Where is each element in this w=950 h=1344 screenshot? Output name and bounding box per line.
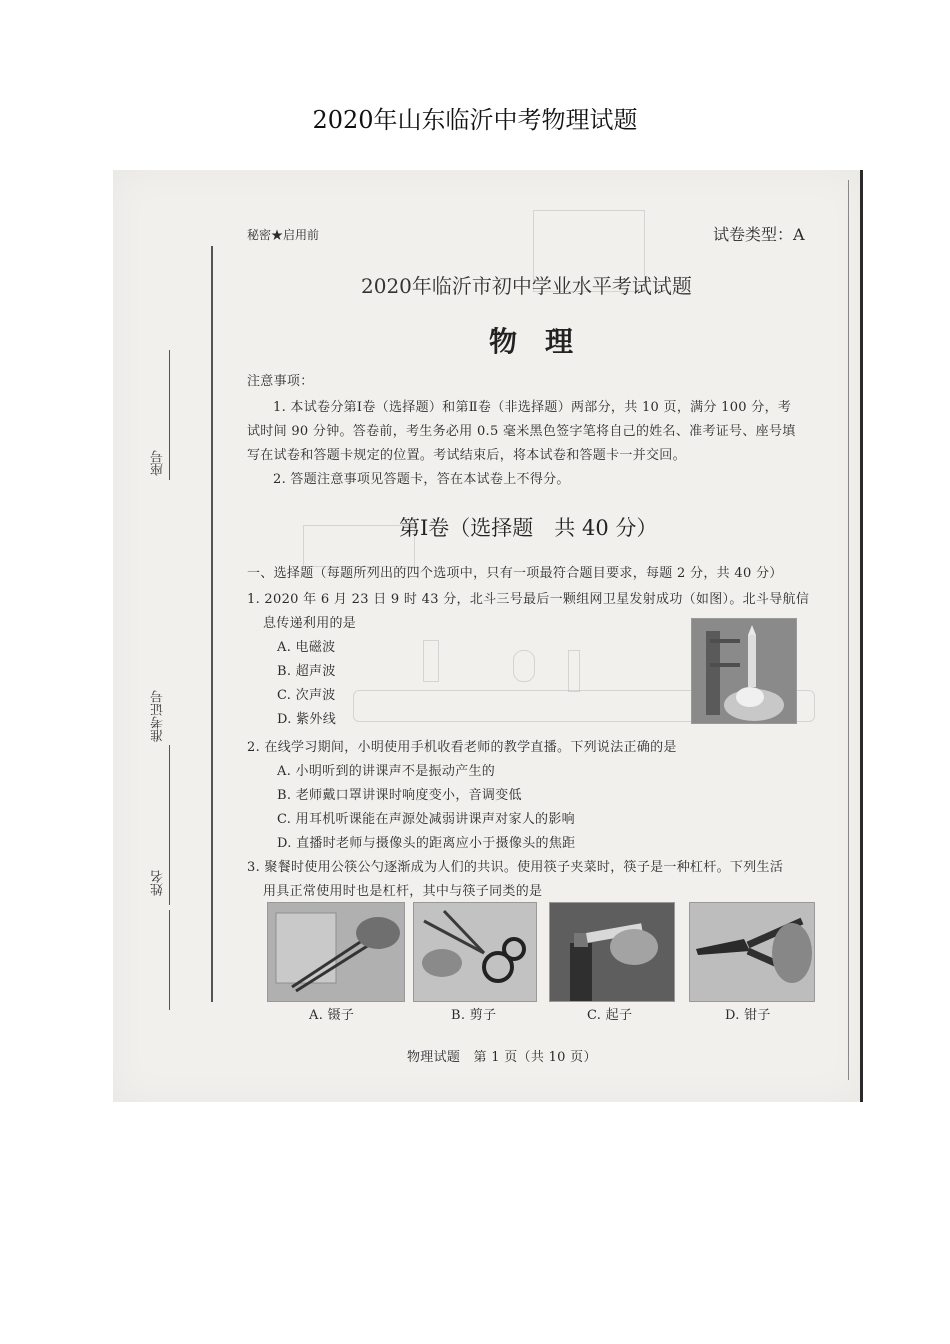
name-label: 姓名 [151, 870, 166, 896]
document-title: 2020年山东临沂中考物理试题 [312, 106, 638, 134]
section-title: 第Ⅰ卷（选择题 共 40 分） [399, 516, 658, 540]
q1-option-b: B. 超声波 [277, 664, 336, 679]
ticket-underline [169, 745, 170, 905]
q1-stem-line2: 息传递利用的是 [263, 616, 357, 631]
q1-option-c: C. 次声波 [277, 688, 336, 703]
pliers-photo [689, 902, 815, 1002]
name-underline [169, 910, 170, 1010]
notice-1-line2: 试时间 90 分钟。答卷前，考生务必用 0.5 毫米黑色签字笔将自己的姓名、准考证号、座号填 [247, 424, 796, 439]
notice-heading: 注意事项： [247, 374, 314, 389]
binding-line [211, 246, 213, 1002]
q2-option-c: C. 用耳机听课能在声源处减弱讲课声对家人的影响 [277, 812, 575, 827]
bottle-opener-photo [549, 902, 675, 1002]
scissors-icon [414, 903, 536, 1001]
notice-1-line1: 1. 本试卷分第Ⅰ卷（选择题）和第Ⅱ卷（非选择题）两部分，共 10 页，满分 100 分，考 [273, 400, 792, 415]
rocket-launch-photo [691, 618, 797, 724]
q2-option-b: B. 老师戴口罩讲课时响度变小，音调变低 [277, 788, 522, 803]
notice-2: 2. 答题注意事项见答题卡，答在本试卷上不得分。 [273, 472, 570, 487]
seat-label: 座号 [151, 450, 166, 476]
tweezers-icon [268, 903, 404, 1001]
q3-option-b: B. 剪子 [451, 1008, 497, 1023]
q3-stem-line1: 3. 聚餐时使用公筷公勺逐渐成为人们的共识。使用筷子夹菜时，筷子是一种杠杆。下列生活 [247, 860, 784, 875]
subject-title: 物 理 [489, 325, 574, 358]
q1-stem-line1: 1. 2020 年 6 月 23 日 9 时 43 分，北斗三号最后一颗组网卫星发射成功（如图）。北斗导航信 [247, 592, 810, 607]
q3-option-a: A. 镊子 [309, 1008, 355, 1023]
scan-edge [848, 180, 849, 1080]
seat-underline [169, 350, 170, 480]
scan-edge [860, 170, 863, 1102]
ticket-number-label: 准考证号 [151, 690, 166, 742]
q3-option-d: D. 钳子 [725, 1008, 771, 1023]
page-footer: 物理试题 第 1 页（共 10 页） [407, 1050, 597, 1065]
part-heading: 一、选择题（每题所列出的四个选项中，只有一项最符合题目要求，每题 2 分，共 40 分） [247, 566, 783, 581]
paper-type-label: 试卷类型：A [713, 225, 805, 244]
q2-option-d: D. 直播时老师与摄像头的距离应小于摄像头的焦距 [277, 836, 576, 851]
tweezers-photo [267, 902, 405, 1002]
q1-option-d: D. 紫外线 [277, 712, 337, 727]
q2-option-a: A. 小明听到的讲课声不是振动产生的 [277, 764, 496, 779]
q2-stem: 2. 在线学习期间，小明使用手机收看老师的教学直播。下列说法正确的是 [247, 740, 677, 755]
scanned-exam-page [113, 170, 863, 1102]
q3-stem-line2: 用具正常使用时也是杠杆，其中与筷子同类的是 [263, 884, 543, 899]
secret-label: 秘密★启用前 [247, 228, 320, 242]
rocket-launch-icon [692, 619, 796, 723]
notice-1-line3: 写在试卷和答题卡规定的位置。考试结束后，将本试卷和答题卡一并交回。 [247, 448, 686, 463]
bleed-through-shape [568, 650, 580, 692]
bleed-through-shape [513, 650, 535, 682]
exam-title: 2020年临沂市初中学业水平考试试题 [361, 274, 692, 298]
q3-option-c: C. 起子 [587, 1008, 633, 1023]
bleed-through-shape [423, 640, 439, 682]
bottle-opener-icon [550, 903, 674, 1001]
pliers-icon [690, 903, 814, 1001]
scissors-photo [413, 902, 537, 1002]
q1-option-a: A. 电磁波 [277, 640, 336, 655]
